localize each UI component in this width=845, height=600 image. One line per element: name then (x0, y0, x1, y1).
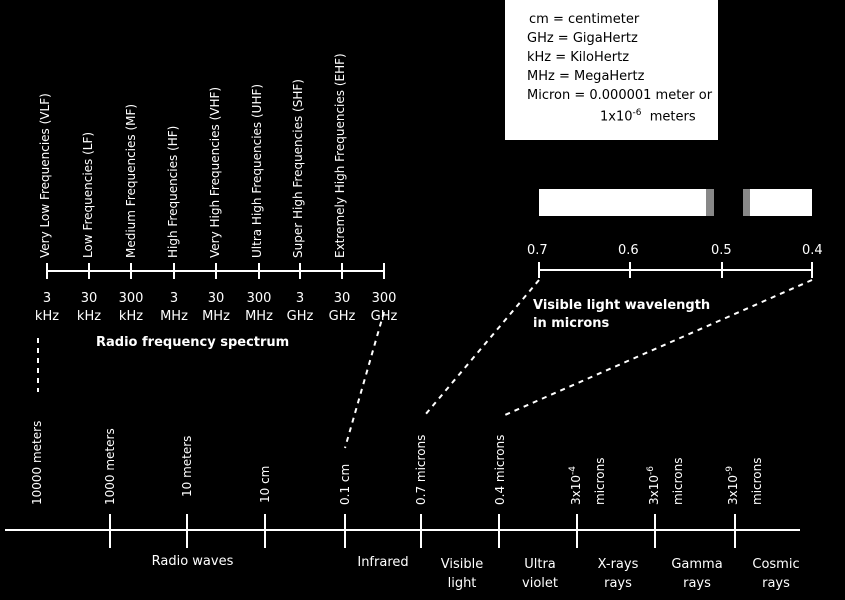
radio-tick-5: 300 MHz (245, 291, 273, 324)
band-label-mf: Medium Frequencies (MF) (124, 103, 138, 258)
visible-tick-0: 0.7 (527, 243, 548, 258)
wavelength-label-1000m: 1000 meters (103, 428, 117, 505)
band-label-vhf: Very High Frequencies (VHF) (208, 86, 222, 258)
legend-line-exponent: $1x10^{-6}$ meters (600, 108, 696, 125)
radio-tick-4: 30 MHz (202, 291, 230, 324)
wavelength-unit-3e-6: microns (671, 457, 685, 505)
region-x-rays: X-rays rays (597, 557, 639, 591)
visible-bar-left (539, 189, 711, 216)
wavelength-unit-3e-9: microns (750, 457, 764, 505)
visible-caption: Visible light wavelength in microns (533, 298, 711, 331)
band-label-ehf: Extremely High Frequencies (EHF) (333, 53, 347, 258)
visible-bar-shade-2 (743, 189, 750, 216)
wavelength-label-0.4microns: 0.4 microns (493, 434, 507, 505)
visible-bar-shade-1 (706, 189, 714, 216)
wavelength-label-10cm: 10 cm (258, 465, 272, 503)
wavelength-label-10m: 10 meters (180, 435, 194, 497)
legend-line-cm: cm = centimeter (529, 12, 640, 27)
region-radio-waves: Radio waves (151, 554, 234, 569)
band-label-vlf: Very Low Frequencies (VLF) (38, 93, 52, 258)
wavelength-label-3e-6: $3x10^{-6}$ (646, 466, 661, 505)
legend-line-micron: Micron = 0.000001 meter or (527, 88, 713, 103)
band-label-shf: Super High Frequencies (SHF) (291, 79, 305, 258)
region-visible-light: Visible light (440, 557, 484, 591)
radio-tick-8: 300 GHz (370, 291, 398, 324)
region-infrared: Infrared (357, 555, 409, 570)
radio-spectrum-caption: Radio frequency spectrum (96, 335, 290, 350)
radio-tick-3: 3 MHz (160, 291, 188, 324)
wavelength-label-0.1cm: 0.1 cm (338, 463, 352, 505)
region-cosmic-rays: Cosmic rays (752, 557, 800, 591)
band-label-hf: High Frequencies (HF) (166, 125, 180, 258)
radio-tick-6: 3 GHz (286, 291, 314, 324)
radio-tick-2: 300 kHz (118, 291, 144, 324)
region-ultra-violet: Ultra violet (522, 557, 558, 591)
legend-line-khz: kHz = KiloHertz (527, 50, 630, 65)
region-gamma-rays: Gamma rays (671, 557, 723, 591)
visible-tick-2: 0.5 (711, 243, 732, 258)
radio-tick-0: 3 kHz (34, 291, 60, 324)
visible-tick-1: 0.6 (618, 243, 639, 258)
legend-line-mhz: MHz = MegaHertz (527, 69, 645, 84)
wavelength-label-3e-9: $3x10^{-9}$ (725, 466, 740, 505)
band-label-lf: Low Frequencies (LF) (81, 131, 95, 258)
wavelength-label-0.7microns: 0.7 microns (414, 434, 428, 505)
legend-line-ghz: GHz = GigaHertz (527, 31, 638, 46)
visible-bar-right (748, 189, 812, 216)
radio-tick-7: 30 GHz (328, 291, 356, 324)
radio-tick-1: 30 kHz (76, 291, 102, 324)
wavelength-label-3e-4: $3x10^{-4}$ (568, 466, 583, 505)
wavelength-label-10000m: 10000 meters (30, 420, 44, 505)
band-label-uhf: Ultra High Frequencies (UHF) (250, 83, 264, 258)
visible-tick-3: 0.4 (802, 243, 823, 258)
wavelength-unit-3e-4: microns (593, 457, 607, 505)
